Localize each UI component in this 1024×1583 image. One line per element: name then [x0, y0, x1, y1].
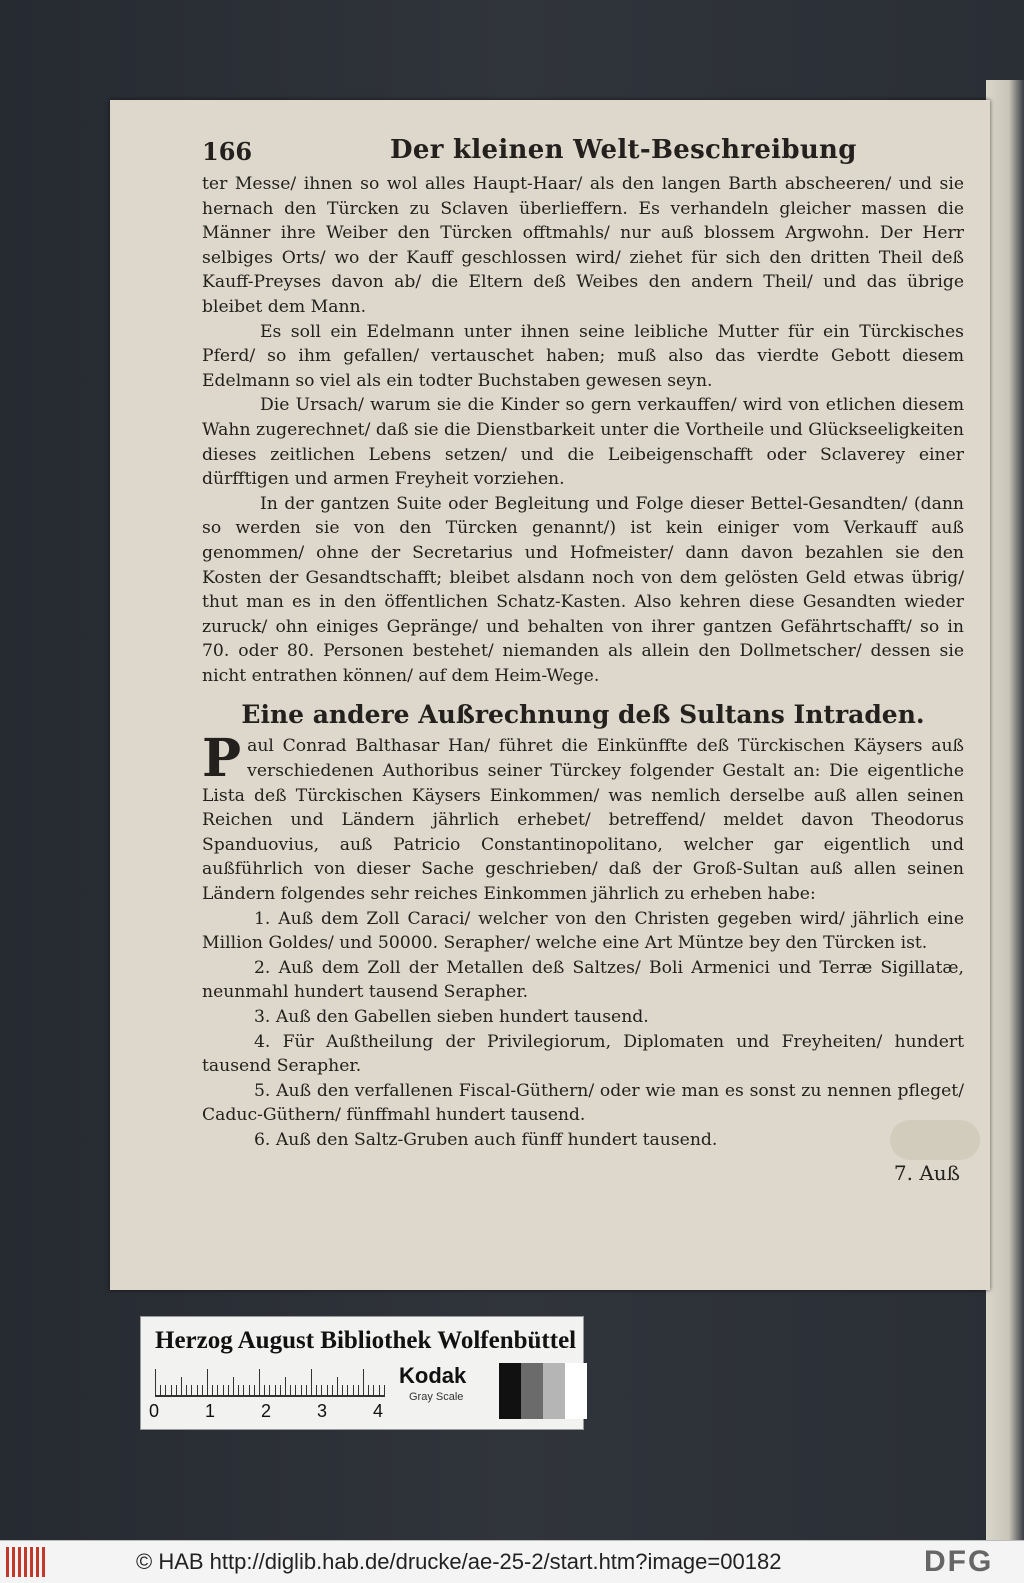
ruler-tick	[160, 1385, 161, 1395]
page-number: 166	[202, 137, 253, 166]
gray-swatches	[499, 1363, 587, 1419]
paragraph: Die Ursach/ warum sie die Kinder so gern verkauffen/ wird von etlichen diesem Wahn zugerechnet/ daß sie die Dienstbarkeit unter die Vortheile und Glückseeligkeiten dieses zeitlichen Lebens setzen/ und die Leibeigenschafft oder Sclaverey einer dürfftigen und armen Freyheit vorziehen.	[202, 395, 964, 490]
page-header	[202, 135, 964, 172]
section-title: Eine andere Außrechnung deß Sultans Intraden.	[241, 700, 925, 730]
ruler-tick	[316, 1385, 317, 1395]
ruler-tick	[171, 1385, 172, 1395]
gray-scale-label: Gray Scale	[409, 1391, 464, 1403]
list-item: 4. Für Außtheilung der Privilegiorum, Diplomaten und Freyheiten/ hundert tausend Serapher.	[202, 1031, 964, 1077]
ruler-tick	[379, 1385, 380, 1395]
ruler-tick	[264, 1385, 265, 1395]
ruler-tick	[165, 1385, 166, 1395]
ruler-tick	[228, 1385, 229, 1395]
ruler-tick	[290, 1385, 291, 1395]
ruler-tick	[373, 1385, 374, 1395]
ruler-tick	[155, 1369, 156, 1395]
ruler-tick	[233, 1377, 234, 1395]
ruler-tick	[306, 1385, 307, 1395]
list-item: 1. Auß dem Zoll Caraci/ welcher von den Christen gegeben wird/ jährlich eine Million Goldes/ und 50000. Serapher/ welche eine Art Müntze bey den Türcken ist.	[202, 908, 964, 954]
ruler-number: 1	[205, 1401, 216, 1421]
ruler-tick	[327, 1385, 328, 1395]
color-calibration-strip	[140, 1316, 584, 1430]
library-name: Herzog August Bibliothek Wolfenbüttel	[155, 1327, 577, 1354]
ruler-tick	[254, 1385, 255, 1395]
kodak-logo: Kodak	[399, 1363, 467, 1388]
ruler-tick	[332, 1385, 333, 1395]
drop-cap: P	[202, 728, 242, 790]
gray-swatch	[499, 1363, 521, 1419]
ruler-tick	[243, 1385, 244, 1395]
section-intro	[202, 728, 964, 906]
ruler-tick	[275, 1385, 276, 1395]
section-intro-text: aul Conrad Balthasar Han/ führet die Einkünffte deß Türckischen Käysers auß verschiedenen Authoribus seiner Türckey folgender Gestalt an: Die eigentliche Lista deß Türckischen Käysers Einkommen/ was nemlich derselbe auß allen seinen Reichen und Ländern jährlich erhebet/ betreffend/ meldet davon Theodorus Spanduovius, auß Patricio Constantinopolitano, welcher gar eigentlich und außführlich von dieser Sache geschrieben/ daß der Groß-Sultan auß allen seinen Ländern folgendes sehr reiches Einkommen jährlich zu erheben habe:	[202, 736, 964, 905]
paragraph: In der gantzen Suite oder Begleitung und Folge dieser Bettel-Gesandten/ (dann so werden sie von den Türcken genannt/) ist kein einiger vom Verkauff auß genommen/ ohne der Secretarius und Hofmeister/ dann davon bezahlen sie den Kosten der Gesandtschafft; bleibet alsdann noch von dem gelösten Geld etwas übrig/ thut man es in den öffentlichen Schatz-Kasten. Also kehren diese Gesandten wieder zuruck/ ohn einiges Gepränge/ und behalten von ihrer gantzen Gefährtschafft/ so in 70. oder 80. Personen bestehet/ niemanden als allein den Dollmetscher/ dessen sie nicht entrathen können/ auf dem Heim-Wege.	[202, 493, 964, 686]
list-item: 5. Auß den verfallenen Fiscal-Güthern/ oder wie man es sonst zu nennen pfleget/ Caduc-Güthern/ fünffmahl hundert tausend.	[202, 1080, 964, 1126]
book-page	[110, 100, 990, 1290]
paragraph: Es soll ein Edelmann unter ihnen seine leibliche Mutter für ein Türckisches Pferd/ so ihm gefallen/ vertauschet haben; muß also das vierdte Gebott diesem Edelmann so viel als ein todter Buchstaben gewesen seyn.	[202, 321, 964, 391]
ruler-tick	[311, 1369, 312, 1395]
ruler-tick	[269, 1385, 270, 1395]
list-item: 2. Auß dem Zoll der Metallen deß Saltzes/ Boli Armenici und Terræ Sigillatæ, neunmahl hundert tausend Serapher.	[202, 957, 964, 1003]
catchword: 7. Auß	[893, 1160, 960, 1185]
ruler-tick	[186, 1385, 187, 1395]
ruler-tick	[368, 1385, 369, 1395]
ruler-tick	[181, 1377, 182, 1395]
list-item: 6. Auß den Saltz-Gruben auch fünff hundert tausend.	[254, 1129, 718, 1150]
gray-swatch	[521, 1363, 543, 1419]
ruler-tick	[337, 1377, 338, 1395]
ruler-tick	[202, 1385, 203, 1395]
page-text-block	[202, 135, 964, 1185]
ruler-tick	[363, 1369, 364, 1395]
ruler-tick	[223, 1385, 224, 1395]
footer-bar	[0, 1540, 1024, 1583]
ruler-number: 2	[261, 1401, 272, 1421]
gray-swatch	[565, 1363, 587, 1419]
ruler-tick	[212, 1385, 213, 1395]
running-head: Der kleinen Welt-Beschreibung	[390, 135, 857, 165]
ruler-tick	[347, 1385, 348, 1395]
ruler-tick	[197, 1385, 198, 1395]
paragraph: ter Messe/ ihnen so wol alles Haupt-Haar/ als den langen Barth abscheeren/ und sie hernach den Türcken zu Sclaven überlieffern. Es verhandeln gleicher massen die Männer ihre Weiber den Türcken offtmahls/ nur auß blossem Argwohn. Der Herr selbiges Orts/ wo der Kauff geschlossen wird/ ziehet für sich den dritten Theil deß Kauff-Preyses davon ab/ die Eltern deß Weibes den andern Theil/ und das übrige bleibet dem Mann.	[202, 174, 964, 317]
ruler-number: 4	[373, 1401, 384, 1421]
ruler-number: 0	[149, 1401, 160, 1421]
list-item: 3. Auß den Gabellen sieben hundert tausend.	[254, 1007, 649, 1027]
hab-logo-icon	[6, 1547, 46, 1577]
ruler-tick	[238, 1385, 239, 1395]
copyright-url[interactable]: © HAB http://diglib.hab.de/drucke/ae-25-2/start.htm?image=00182	[136, 1549, 782, 1574]
ruler-tick	[280, 1385, 281, 1395]
ruler-tick	[217, 1385, 218, 1395]
dfg-logo: DFG	[924, 1545, 994, 1578]
ruler-tick	[342, 1385, 343, 1395]
ruler-tick	[358, 1385, 359, 1395]
ruler-tick	[207, 1369, 208, 1395]
measurement-ruler	[155, 1367, 385, 1397]
ruler-tick	[176, 1385, 177, 1395]
ruler-tick	[191, 1385, 192, 1395]
ruler-tick	[321, 1385, 322, 1395]
ruler-tick	[384, 1385, 385, 1395]
book-edge	[986, 80, 1024, 1540]
ruler-tick	[285, 1377, 286, 1395]
ruler-tick	[353, 1385, 354, 1395]
ruler-tick	[259, 1369, 260, 1395]
ruler-tick	[301, 1385, 302, 1395]
ruler-number: 3	[317, 1401, 328, 1421]
ruler-tick	[295, 1385, 296, 1395]
gray-swatch	[543, 1363, 565, 1419]
ruler-tick	[249, 1385, 250, 1395]
